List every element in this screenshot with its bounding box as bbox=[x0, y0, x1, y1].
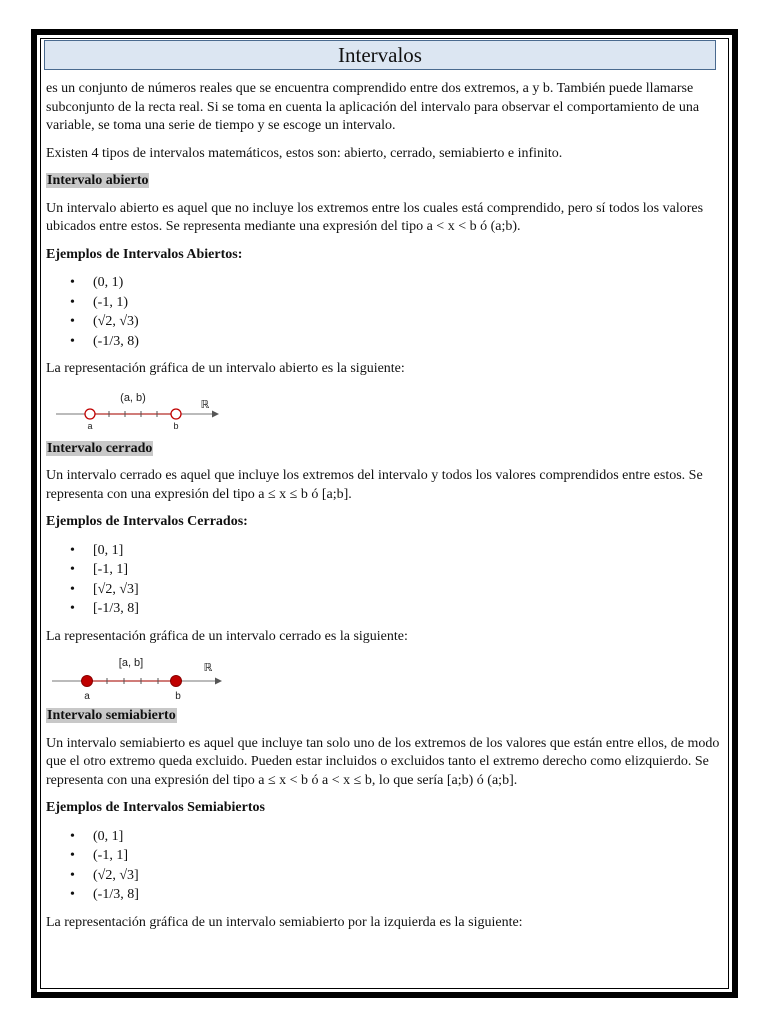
right-endpoint-label: b bbox=[173, 420, 179, 431]
left-endpoint-label: a bbox=[87, 420, 93, 431]
list-item: • (0, 1] bbox=[70, 828, 124, 844]
page-title: Intervalos bbox=[44, 40, 716, 70]
right-endpoint-label: b bbox=[175, 691, 181, 701]
list-item: • (0, 1) bbox=[70, 275, 124, 290]
interval-label: [a, b] bbox=[118, 657, 144, 669]
half-open-graph-caption: La representación gráfica de un intervalo semiabierto por la izquierda es la siguiente: bbox=[46, 914, 523, 930]
closed-examples-title: Ejemplos de Intervalos Cerrados: bbox=[46, 514, 248, 529]
half-open-examples-list bbox=[46, 827, 721, 905]
half-open-interval-heading: Intervalo semiabierto bbox=[47, 708, 176, 723]
list-item: • [√2, √3] bbox=[70, 581, 139, 597]
closed-examples-list bbox=[46, 541, 721, 619]
open-examples-title: Ejemplos de Intervalos Abiertos: bbox=[46, 246, 243, 262]
half-open-interval-description: Un intervalo semiabierto es aquel que incluye tan solo uno de los extremos de los valores que están entre ellos, de modo que el otro extremo queda excluido. Pueden estar incluidos o excluidos tanto el extremo derecho como elizquierdo. Se representa con una expresión del tipo a ≤ x < b ó a < x ≤ b, lo que sería [a;b) ó (a;b]. bbox=[46, 735, 720, 788]
interval-label: (a, b) bbox=[120, 391, 146, 404]
open-graph-caption: La representación gráfica de un intervalo abierto es la siguiente: bbox=[46, 361, 405, 376]
closed-interval-heading: Intervalo cerrado bbox=[47, 440, 153, 456]
intro-paragraph: es un conjunto de números reales que se encuentra comprendido entre dos extremos, a y b. También puede llamarse subconjunto de la recta real. Si se toma en cuenta la aplicación del intervalo para observar el comportamiento de una variable, se toma una serie de tiempo y se escoge un intervalo. bbox=[46, 81, 700, 133]
list-item: • (-1/3, 8) bbox=[70, 333, 139, 349]
list-item: • (-1/3, 8] bbox=[70, 887, 139, 902]
types-paragraph: Existen 4 tipos de intervalos matemáticos, estos son: abierto, cerrado, semiabierto e infinito. bbox=[46, 145, 563, 161]
list-item: • [0, 1] bbox=[70, 542, 124, 558]
document-body bbox=[46, 80, 721, 941]
left-endpoint-label: a bbox=[84, 691, 90, 701]
real-set-label: ℝ bbox=[200, 398, 210, 411]
closed-interval-diagram bbox=[46, 655, 721, 703]
list-item: • (-1, 1] bbox=[70, 848, 128, 863]
list-item: • (√2, √3) bbox=[70, 314, 139, 329]
list-item: • [-1, 1] bbox=[70, 562, 128, 577]
open-interval-description: Un intervalo abierto es aquel que no incluye los extremos entre los cuales está comprendido, pero sí todos los valores ubicados entre estos. Se representa mediante una expresión del tipo a < x < b ó (a;b). bbox=[46, 200, 704, 234]
open-interval-heading: Intervalo abierto bbox=[47, 173, 149, 188]
list-item: • (-1, 1) bbox=[70, 294, 128, 310]
open-interval-diagram bbox=[46, 388, 721, 436]
closed-interval-description: Un intervalo cerrado es aquel que incluye los extremos del intervalo y todos los valores comprendidos entre estos. Se representa con una expresión del tipo a ≤ x ≤ b ó [a;b]. bbox=[46, 468, 703, 502]
real-set-label: ℝ bbox=[203, 662, 213, 674]
open-examples-list bbox=[46, 273, 721, 351]
list-item: • (√2, √3] bbox=[70, 867, 139, 883]
half-open-examples-title: Ejemplos de Intervalos Semiabiertos bbox=[46, 800, 265, 815]
list-item: • [-1/3, 8] bbox=[70, 601, 139, 616]
closed-graph-caption: La representación gráfica de un intervalo cerrado es la siguiente: bbox=[46, 628, 408, 644]
